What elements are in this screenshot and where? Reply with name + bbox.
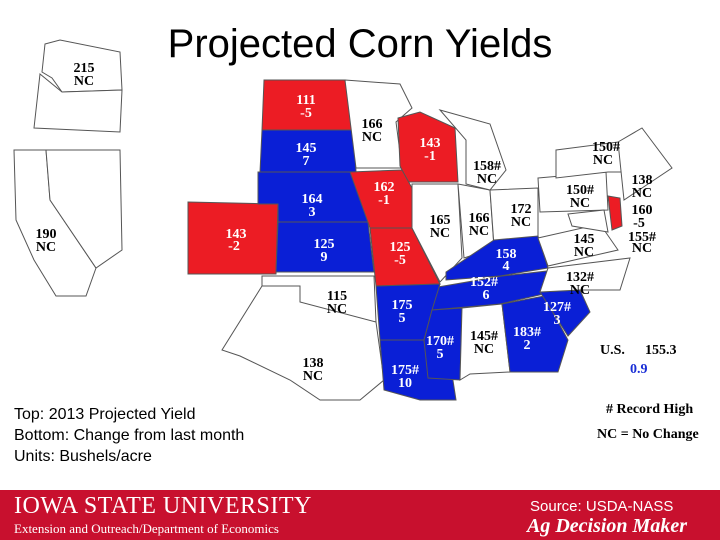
- note-top: Top: 2013 Projected Yield: [14, 406, 196, 423]
- label-TX-yield: 138: [302, 356, 324, 371]
- label-IL-change: NC: [429, 226, 451, 241]
- legend-no-change: NC = No Change: [597, 427, 699, 442]
- label-KS-yield: 125: [313, 237, 335, 252]
- label-WA-yield: 215: [73, 61, 95, 76]
- label-LA-yield: 175#: [391, 363, 419, 378]
- label-AR-yield: 175: [391, 298, 413, 313]
- label-NC-yield: 132#: [566, 270, 594, 285]
- label-NY-change: NC: [592, 153, 614, 168]
- label-CO-change: -2: [228, 239, 240, 254]
- label-WI-change: -1: [424, 149, 436, 164]
- label-CA-change: NC: [35, 240, 57, 255]
- label-MO-change: -5: [394, 253, 406, 268]
- label-OH-yield: 172: [510, 202, 532, 217]
- label-SC-yield: 127#: [543, 300, 571, 315]
- label-VT-yield: 138: [631, 173, 653, 188]
- label-NE-yield: 164: [301, 192, 323, 207]
- label-KY-change: 4: [502, 259, 510, 274]
- label-NE-change: 3: [308, 205, 316, 220]
- map-notes: [14, 404, 244, 467]
- label-MS-change: 5: [436, 347, 444, 362]
- label-WI-yield: 143: [419, 136, 441, 151]
- label-SC-change: 3: [553, 313, 561, 328]
- state-NJ: [608, 196, 622, 230]
- label-PA-yield: 150#: [566, 183, 594, 198]
- label-TX-change: NC: [302, 369, 324, 384]
- label-AR-change: 5: [398, 311, 406, 326]
- note-bottom: Bottom: Change from last month: [14, 427, 245, 444]
- us-yield-value: 155.3: [645, 343, 677, 358]
- label-VA-change: NC: [573, 245, 595, 260]
- label-MN-yield: 166: [361, 117, 383, 132]
- label-MS-yield: 170#: [426, 334, 454, 349]
- label-MD-yield: 155#: [628, 230, 656, 245]
- page-title: Projected Corn Yields: [167, 22, 553, 66]
- label-IN-change: NC: [468, 224, 490, 239]
- label-OK-change: NC: [326, 302, 348, 317]
- state-MD: [568, 210, 608, 232]
- label-CO-yield: 143: [225, 227, 247, 242]
- label-CA-yield: 190: [35, 227, 57, 242]
- university-logo-text: IOWA STATE UNIVERSITY: [14, 493, 312, 519]
- brand-text: Ag Decision Maker: [527, 515, 687, 537]
- label-LA-change: 10: [398, 376, 412, 391]
- label-GA-change: 2: [523, 338, 531, 353]
- legend-record-high: # Record High: [606, 402, 694, 417]
- label-NC-change: NC: [569, 283, 591, 298]
- label-IN-yield: 166: [468, 211, 490, 226]
- label-NJ-yield: 160: [631, 203, 653, 218]
- label-SD-yield: 145: [295, 141, 317, 156]
- us-label: U.S.: [600, 343, 625, 358]
- label-NY-yield: 150#: [592, 140, 620, 155]
- label-VA-yield: 145: [573, 232, 595, 247]
- label-ND-yield: 111: [296, 93, 316, 108]
- label-OK-yield: 115: [326, 289, 348, 304]
- label-MI-yield: 158#: [473, 159, 501, 174]
- label-TN-yield: 152#: [470, 275, 498, 290]
- label-MI-change: NC: [476, 172, 498, 187]
- label-MN-change: NC: [361, 130, 383, 145]
- label-AL-yield: 145#: [470, 329, 498, 344]
- label-VT-change: NC: [631, 186, 653, 201]
- note-units: Units: Bushels/acre: [14, 448, 152, 465]
- label-KY-yield: 158: [495, 247, 517, 262]
- label-GA-yield: 183#: [513, 325, 541, 340]
- label-MO-yield: 125: [389, 240, 411, 255]
- label-NJ-change: -5: [633, 216, 645, 231]
- label-IA-yield: 162: [373, 180, 395, 195]
- label-PA-change: NC: [569, 196, 591, 211]
- label-ND-change: -5: [300, 106, 312, 121]
- label-SD-change: 7: [302, 154, 310, 169]
- label-IA-change: -1: [378, 193, 390, 208]
- us-yield-change: 0.9: [630, 362, 648, 377]
- label-TN-change: 6: [482, 288, 490, 303]
- label-AL-change: NC: [473, 342, 495, 357]
- label-MD-change: NC: [631, 241, 653, 256]
- label-WA-change: NC: [73, 74, 95, 89]
- label-OH-change: NC: [510, 215, 532, 230]
- source-text: Source: USDA-NASS: [530, 498, 674, 515]
- extension-text: Extension and Outreach/Department of Economics: [14, 521, 279, 536]
- label-KS-change: 9: [320, 250, 328, 265]
- label-IL-yield: 165: [429, 213, 451, 228]
